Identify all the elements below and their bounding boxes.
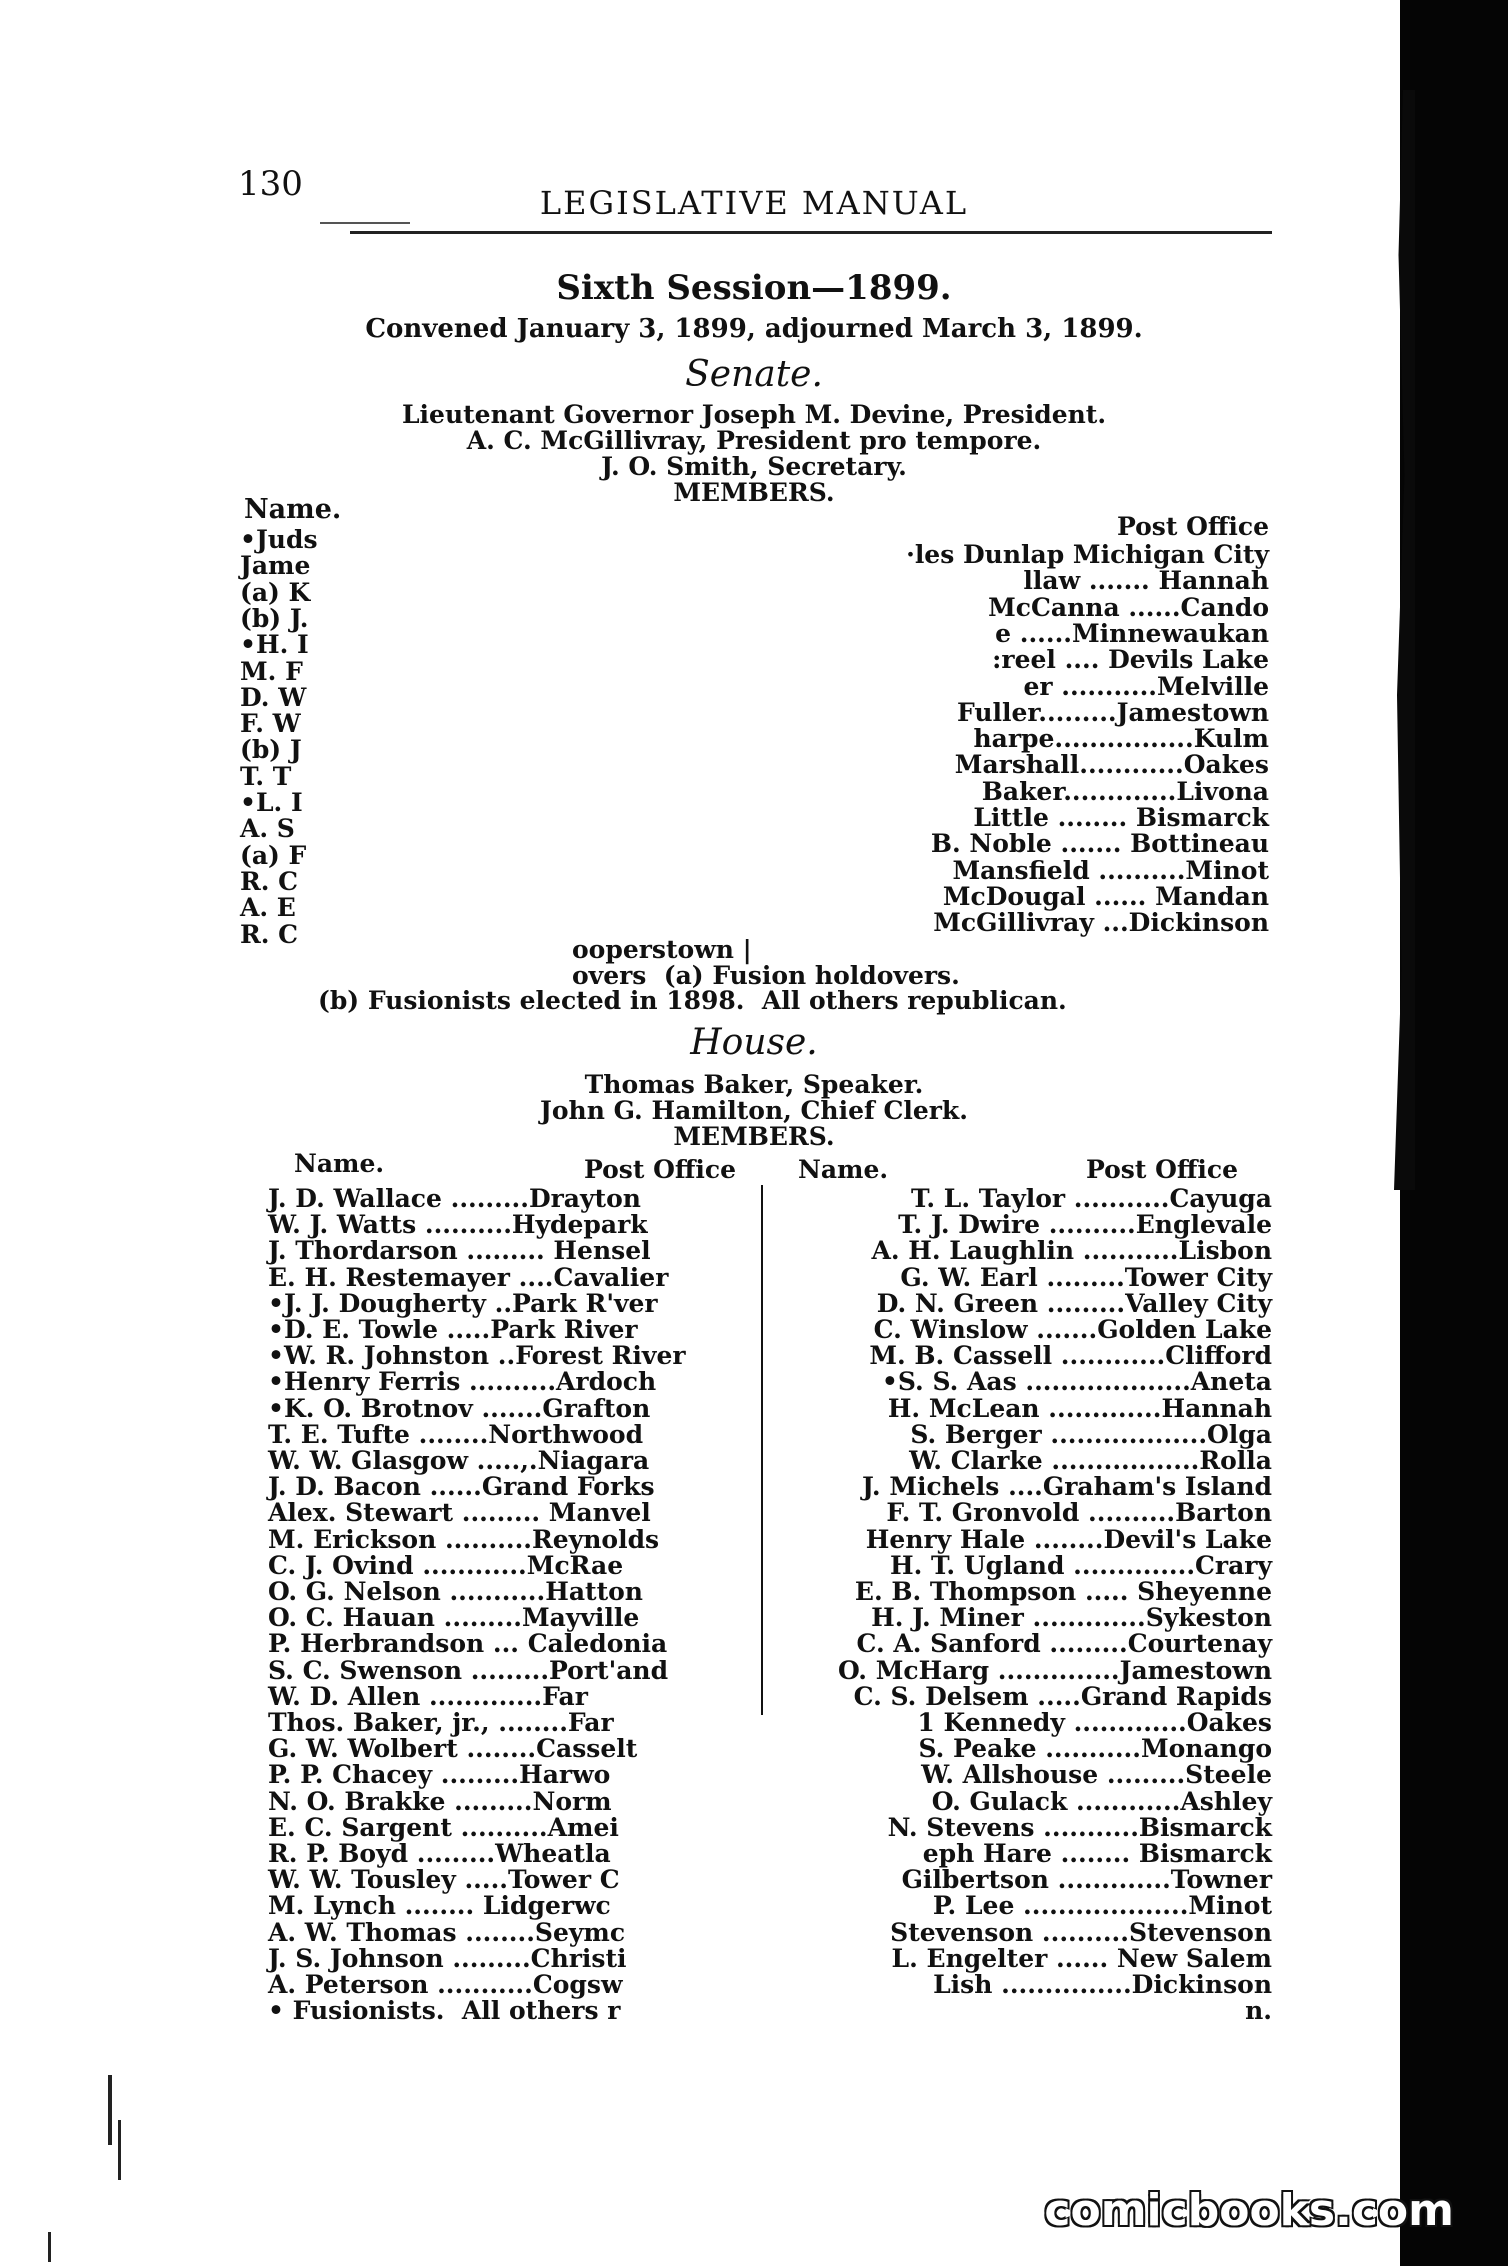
- member-row: N. Stevens ...........Bismarck: [887, 1812, 1272, 1842]
- senate-post-office-header: Post Office: [1116, 512, 1269, 541]
- member-row: S. Berger ..................Olga: [910, 1419, 1272, 1449]
- member-row: Fuller.........Jamestown: [957, 697, 1269, 727]
- house-officer-clerk: John G. Hamilton, Chief Clerk.: [540, 1096, 968, 1125]
- member-row: W. W. Tousley .....Tower C: [268, 1865, 620, 1895]
- member-row: C. Winslow .......Golden Lake: [873, 1315, 1272, 1344]
- member-row: •W. R. Johnston ..Forest River: [268, 1341, 686, 1371]
- member-row: McGillivray ...Dickinson: [933, 908, 1269, 938]
- member-row: e ......Minnewaukan: [995, 618, 1269, 648]
- member-row: E. H. Restemayer ....Cavalier: [268, 1262, 669, 1292]
- senate-note-2: overs (a) Fusion holdovers.: [572, 961, 960, 990]
- watermark: comicbooks.com: [1044, 2185, 1454, 2236]
- member-row: B. Noble ....... Bottineau: [930, 829, 1269, 859]
- house-column-divider: [761, 1185, 763, 1715]
- house-title: House.: [690, 1022, 818, 1063]
- senate-title: Senate.: [685, 354, 823, 395]
- member-row: llaw ....... Hannah: [1023, 566, 1269, 596]
- scan-mark: [48, 2232, 51, 2262]
- member-row: E. B. Thompson ..... Sheyenne: [854, 1577, 1272, 1606]
- member-row: •D. E. Towle .....Park River: [268, 1315, 638, 1344]
- house-left-name-header: Name.: [294, 1149, 385, 1178]
- member-row: Baker.............Livona: [981, 776, 1269, 806]
- member-row: (b) J.: [240, 603, 309, 633]
- member-row: er ...........Melville: [1023, 671, 1269, 701]
- member-row: (a) K: [240, 577, 311, 607]
- senate-officer-secretary: J. O. Smith, Secretary.: [601, 452, 907, 481]
- member-row: J. D. Wallace .........Drayton: [268, 1184, 641, 1213]
- member-row: Lish ...............Dickinson: [933, 1970, 1272, 1999]
- member-row: Marshall............Oakes: [954, 750, 1269, 780]
- member-row: W. Allshouse .........Steele: [921, 1760, 1272, 1790]
- member-row: S. C. Swenson .........Port'and: [268, 1655, 669, 1685]
- member-row: Henry Hale ........Devil's Lake: [865, 1524, 1272, 1554]
- member-row: •S. S. Aas ...................Aneta: [881, 1367, 1272, 1397]
- house-officer-speaker: Thomas Baker, Speaker.: [584, 1070, 924, 1099]
- member-row: L. Engelter ...... New Salem: [891, 1943, 1272, 1973]
- member-row: R. C: [240, 866, 299, 896]
- member-row: H. T. Ugland ..............Crary: [890, 1550, 1272, 1580]
- member-row: E. C. Sargent ..........Amei: [268, 1812, 619, 1842]
- member-row: •H. I: [240, 630, 309, 660]
- member-row: McCanna ......Cando: [988, 592, 1269, 622]
- member-row: T. L. Taylor ...........Cayuga: [911, 1184, 1272, 1213]
- member-row: A. Peterson ...........Cogsw: [268, 1970, 623, 1999]
- member-row: C. A. Sanford .........Courtenay: [856, 1629, 1272, 1659]
- member-row: J. D. Bacon ......Grand Forks: [268, 1472, 655, 1502]
- senate-name-header: Name.: [244, 494, 342, 525]
- session-convened: Convened January 3, 1899, adjourned March 3, 1899.: [365, 314, 1143, 344]
- header-rule: [350, 231, 1272, 234]
- senate-note-3: (b) Fusionists elected in 1898. All others republican.: [318, 986, 1067, 1015]
- house-members-label: MEMBERS.: [673, 1122, 835, 1151]
- member-row: J. Thordarson ......... Hensel: [268, 1236, 651, 1266]
- member-row: A. S: [240, 814, 295, 844]
- member-row: Stevenson ..........Stevenson: [890, 1917, 1272, 1947]
- member-row: O. G. Nelson ...........Hatton: [268, 1577, 643, 1606]
- member-row: M. Erickson ..........Reynolds: [268, 1524, 660, 1554]
- member-row: Mansfield ..........Minot: [952, 855, 1269, 885]
- senate-note-1: ooperstown |: [572, 935, 752, 964]
- member-row: harpe................Kulm: [973, 724, 1269, 754]
- member-row: •K. O. Brotnov .......Grafton: [268, 1393, 651, 1423]
- member-row: Little ........ Bismarck: [973, 803, 1269, 832]
- member-row: •J. J. Dougherty ..Park R'ver: [268, 1288, 658, 1318]
- member-row: ·les Dunlap Michigan City: [906, 540, 1269, 569]
- member-row: C. S. Delsem .....Grand Rapids: [853, 1681, 1272, 1711]
- member-row: W. W. Glasgow .....,.Niagara: [268, 1446, 650, 1475]
- member-row: • Fusionists. All others r: [268, 1996, 621, 2026]
- member-row: A. H. Laughlin ...........Lisbon: [871, 1236, 1272, 1266]
- member-row: (a) F: [240, 840, 307, 870]
- member-row: A. W. Thomas ........Seymc: [268, 1917, 626, 1947]
- member-row: :reel .... Devils Lake: [992, 645, 1269, 675]
- member-row: D. N. Green .........Valley City: [876, 1288, 1272, 1318]
- session-title: Sixth Session—1899.: [556, 268, 952, 308]
- member-row: F. T. Gronvold ..........Barton: [886, 1498, 1272, 1528]
- member-row: M. Lynch ........ Lidgerwc: [268, 1891, 611, 1921]
- member-row: P. P. Chacey .........Harwo: [268, 1760, 611, 1790]
- header-rule-short: [320, 222, 410, 224]
- member-row: n.: [1245, 1996, 1272, 2026]
- member-row: R. C: [240, 919, 299, 949]
- member-row: 1 Kennedy .............Oakes: [917, 1708, 1272, 1737]
- member-row: Gilbertson .............Towner: [901, 1865, 1272, 1895]
- member-row: A. E: [240, 893, 296, 923]
- member-row: H. J. Miner .............Sykeston: [871, 1603, 1272, 1633]
- member-row: G. W. Earl .........Tower City: [900, 1262, 1272, 1292]
- member-row: J. Michels ....Graham's Island: [862, 1472, 1272, 1502]
- member-row: Alex. Stewart ......... Manvel: [268, 1498, 651, 1528]
- member-row: T. T: [240, 761, 292, 791]
- running-title: LEGISLATIVE MANUAL: [539, 184, 969, 222]
- member-row: •Juds: [240, 525, 318, 554]
- page-number: 130: [238, 164, 303, 204]
- member-row: •L. I: [240, 788, 303, 817]
- member-row: R. P. Boyd .........Wheatla: [268, 1839, 611, 1868]
- member-row: M. F: [240, 656, 303, 686]
- member-row: P. Lee ...................Minot: [932, 1891, 1272, 1921]
- member-row: G. W. Wolbert ........Casselt: [268, 1734, 638, 1764]
- senate-officer-president: Lieutenant Governor Joseph M. Devine, President.: [401, 400, 1107, 429]
- member-row: D. W: [240, 682, 307, 712]
- member-row: H. McLean .............Hannah: [887, 1393, 1272, 1423]
- member-row: eph Hare ........ Bismarck: [922, 1839, 1272, 1868]
- member-row: O. Gulack ............Ashley: [931, 1786, 1272, 1816]
- scan-mark: [108, 2075, 112, 2145]
- member-row: T. J. Dwire ..........Englevale: [898, 1210, 1272, 1240]
- member-row: •Henry Ferris ..........Ardoch: [268, 1367, 657, 1397]
- senate-officer-pro-tempore: A. C. McGillivray, President pro tempore.: [466, 426, 1042, 455]
- member-row: McDougal ...... Mandan: [942, 881, 1269, 911]
- member-row: P. Herbrandson ... Caledonia: [268, 1629, 668, 1659]
- member-row: Thos. Baker, jr., ........Far: [268, 1708, 614, 1737]
- member-row: C. J. Ovind ............McRae: [268, 1550, 624, 1580]
- member-row: J. S. Johnson .........Christi: [268, 1943, 627, 1973]
- senate-members-label: MEMBERS.: [673, 478, 835, 507]
- member-row: W. J. Watts ..........Hydepark: [268, 1210, 648, 1240]
- member-row: W. D. Allen .............Far: [268, 1681, 588, 1711]
- member-row: O. McHarg ..............Jamestown: [837, 1655, 1272, 1685]
- house-left-post-office-header: Post Office: [584, 1155, 737, 1184]
- member-row: T. E. Tufte ........Northwood: [268, 1419, 644, 1449]
- house-right-name-header: Name.: [798, 1155, 889, 1184]
- member-row: S. Peake ...........Monango: [918, 1734, 1272, 1764]
- scan-mark: [118, 2120, 121, 2180]
- member-row: O. C. Hauan .........Mayville: [268, 1603, 640, 1633]
- member-row: Jame: [240, 551, 311, 581]
- member-row: W. Clarke .................Rolla: [909, 1446, 1272, 1475]
- member-row: M. B. Cassell ............Clifford: [869, 1341, 1272, 1371]
- member-row: F. W: [240, 709, 301, 739]
- member-row: (b) J: [240, 735, 302, 765]
- member-row: N. O. Brakke .........Norm: [268, 1786, 612, 1816]
- house-right-post-office-header: Post Office: [1086, 1155, 1239, 1184]
